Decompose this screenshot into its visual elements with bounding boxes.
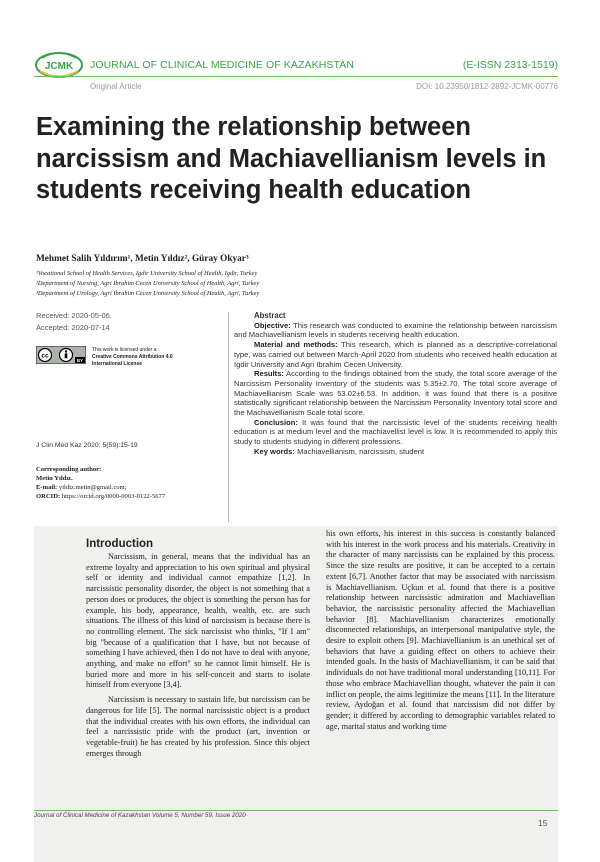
body-column-right: [326, 529, 555, 732]
abstract-methods: Material and methods: This research, which is planned as a descriptive-correlational type, was carried out between March-April 2020 from students who received health education at Igdir University and Agri Ibrahim Cecen University.: [234, 340, 557, 369]
email-label: E-mail:: [36, 484, 58, 491]
footer-journal: Journal of Clinical Medicine of Kazakhstan Volume 5, Number 59, Issue 2020: [34, 812, 246, 819]
corresponding-author-name: Metin Yıldız.: [36, 475, 73, 482]
license-line-2[interactable]: Creative Commons Attribution 4.0: [92, 354, 173, 360]
abstract-objective: Objective: This research was conducted to examine the relationship between narcissism and Machiavellianism levels in students receiving health education.: [234, 320, 557, 340]
footer-rule: [34, 810, 558, 811]
affiliation-3: ³Department of Urology, Agri Ibrahim Cecen University School of Health, Agri, Turkey: [36, 290, 260, 297]
accepted-date: Accepted: 2020-07-14: [36, 323, 110, 332]
affiliation-1: ¹Vocational School of Health Services, Igdir University School of Health, Igdir, Turkey: [36, 270, 258, 277]
orcid-link[interactable]: https://orcid.org/0000-0003-0122-5677: [61, 493, 166, 500]
introduction-heading: Introduction: [86, 538, 154, 550]
authors: Mehmet Salih Yıldırım¹, Metin Yıldız², Güray Okyar³: [36, 254, 249, 264]
license-line-1: This work is licensed under a: [92, 347, 157, 353]
abstract-results: Results: According to the findings obtained from the study, the total score average of the Narcissism Personality Inventory of the students was 5.35±2.70. The total score average of Machiavellianism Scale was 53.02±6.53. In addition, it was found that there is a positive statistically significant relationship between the Narcissism Personality Inventory total score and the Machiavellianism Scale total score.: [234, 369, 557, 418]
affiliations: [36, 269, 259, 299]
body-column-left: [86, 552, 310, 759]
doi[interactable]: DOI: 10.23950/1812-2892-JCMK-00776: [416, 82, 558, 91]
journal-name: JOURNAL OF CLINICAL MEDICINE OF KAZAKHSTAN: [90, 59, 355, 71]
corresponding-author-block: [36, 465, 236, 501]
paragraph: Narcissism is necessary to sustain life, but narcissism can be dangerous for life [5]. The normal narcissistic object is a product that the individual creates with his own efforts, the individual can feel a narcissistic pride with the product (art, invention or vegetable-fruit) he has created by his profession. Since this object emerges through: [86, 695, 310, 758]
license-line-3: International License: [92, 361, 143, 367]
affiliation-2: ²Department of Nursing, Agri Ibrahim Cecen University School of Health, Agri, Turkey: [36, 280, 260, 287]
header-rule: [34, 76, 558, 77]
email-link[interactable]: yildiz.metin@gmail.com;: [58, 484, 127, 491]
article-title: Examining the relationship between narcissism and Machiavellianism levels in students receiving health education: [36, 113, 547, 204]
citation: J Clin Med Kaz 2020; 5(59):15-19: [36, 442, 138, 449]
svg-text:cc: cc: [41, 352, 49, 360]
issn: (E-ISSN 2313-1519): [462, 59, 558, 71]
cc-by-license-icon[interactable]: [36, 346, 86, 364]
logo-text: JCMK: [44, 61, 74, 72]
paragraph: Narcissism, in general, means that the individual has an extreme loyalty and appreciation to his own spiritual and physical self or identity and individual cannot empathize [1,2]. In narcissistic personality disorder, the object is not something that a person does or produces, the object is something the person has for example, his body, appearance, health, wealth, etc. are such situations. The illness of this kind of narcissism is because there is no controlling element. The sick narcissist who thinks, "If I am" big "because of a qualification that I have, but not because of something I have achieved, then I do not have to deal with anyone, anything, and make no effort" so he cannot limit himself. He is buried more and more in his self-conceit and starts to isolate himself from everyone [3,4].: [86, 552, 310, 690]
orcid-label: ORCID:: [36, 493, 61, 500]
received-date: Received: 2020-05-06.: [36, 311, 112, 320]
abstract-conclusion: Conclusion: It was found that the narcissistic level of the students receiving health education is at medium level and the machiavellist level is low. It is recommended to apply this study to students studying in different professions.: [234, 417, 557, 447]
abstract-divider: [228, 312, 229, 522]
abstract-keywords: Key words: Machiavellianism, narcissism, student: [254, 446, 425, 456]
abstract-heading: Abstract: [254, 311, 286, 320]
abstract: [234, 311, 557, 457]
license-text: [92, 347, 212, 368]
paragraph: his own efforts, his interest in this success is constantly balanced with his interest in the work process and his materials. Creativity in the character of many narcissists can be explained by this process. Since the size results are positive, it can be accepted to a certain extent [6,7]. Another factor that may be associated with narcissism is Machiavellianism. Uçkun et al. found that there is a positive relationship between narcissistic admiration and Machiavellian behavior, the narcissistic personality affected the Machiavellian behavior [8]. Machiavellianism characterizes emotionally disconnected relationships, an interpersonal manipulative style, the desire to exploit others [9]. Machiavellianism is an unethical set of behaviors that have a guiding effect on others to achieve their intended goals. In the basis of Machiavellianism, it can be said that individuals do not have traditional moral understanding [10,11]. For those who embrace Machiavellian thought, whatever the pain it can inflict on people, the aims legitimize the means [11]. In the literature review, Aydoğan et al. found that narcissism did not differ by gender; it differed by according to demographic variables related to age, marital status and working time: [326, 529, 555, 731]
corresponding-author-label: Corresponding author:: [36, 466, 102, 473]
svg-text:BY: BY: [76, 357, 84, 363]
article-type: Original Article: [90, 82, 142, 91]
page-number: 15: [538, 818, 548, 828]
